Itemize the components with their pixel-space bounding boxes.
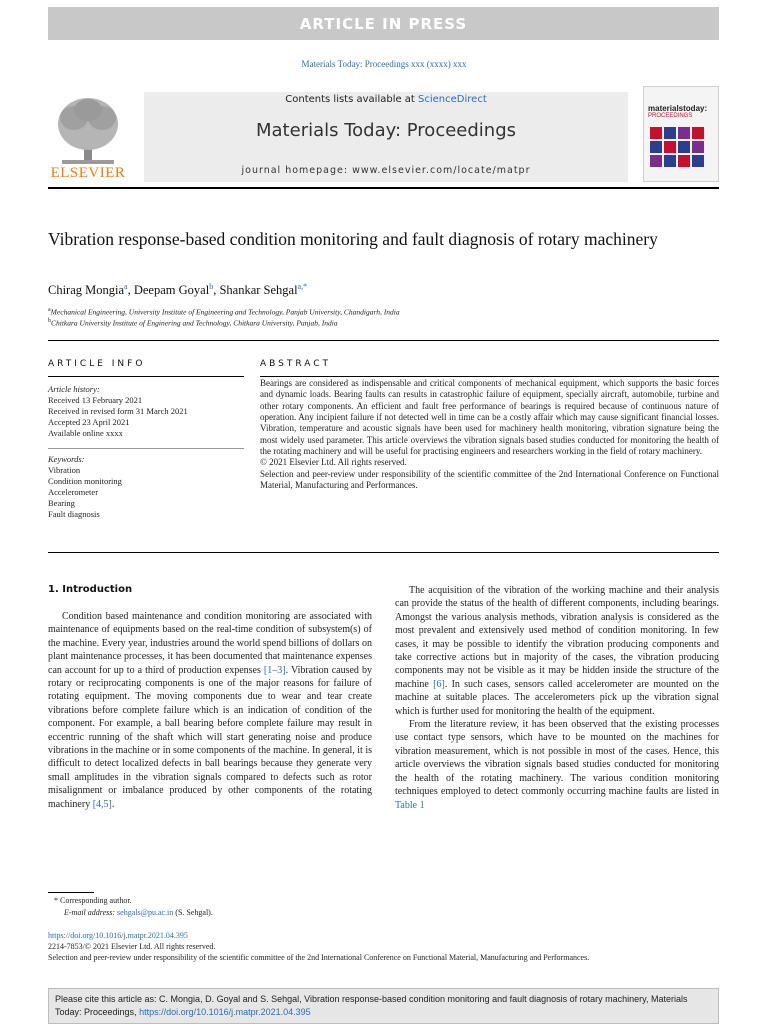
author-list: Chirag Mongia$^a$, Deepam Goyal$^b$, Shankar Sehgal$^{a,*}$ — [48, 282, 308, 298]
abstract-rule — [260, 376, 719, 377]
article-history: Article history: Received 13 February 2021 Received in revised form 31 March 2021 Accepted 23 April 2021 Available online xxxx — [48, 384, 188, 438]
journal-title: Materials Today: Proceedings — [256, 120, 516, 141]
keywords-rule — [48, 448, 244, 449]
cover-title: materialstoday: — [648, 104, 708, 113]
abstract-text: Bearings are considered as indispensable and critical components of mechanical equipment, which supports the basic forces and dynamic loads. Bearing faults can results in catastrophic failure of equipment, specially aircraft, automobile, turbine and other rotary components. An efficient and fault free performance of bearings is required because of continuous nature of operation. Any incipient failure if not detected well in time can be a costly affair which may cause significant financial losses. Vibration, temperature and acoustic signals have been used for machinery health monitoring, vibration signature being the most widely used parameter. This article overviews the vibration signals based studies conducted for monitoring the health of the rotating machinery and will be useful for practising engineers and researchers working in the field of rotary machinery. © 2021 Elsevier Ltd. All rights reserved. Selection and peer-review under responsibility of the scientific committee of the 2nd International Conference on Functional Material, Manufacturing and Performances. — [260, 378, 719, 491]
cover-subtitle: PROCEEDINGS — [648, 113, 693, 119]
issn-line: 2214-7853/© 2021 Elsevier Ltd. All rights reserved. — [48, 942, 216, 951]
citation-link[interactable]: [1–3] — [263, 664, 286, 676]
header-rule — [48, 187, 719, 189]
paragraph: From the literature review, it has been observed that the existing processes use contact type sensors, which have to be mounted on the machines for vibration measurement, which is not possible in most of the cases. Hence, this article overviews the vibration signals based studies conducted for monitoring the health of the rotating machinery. The various condition monitoring techniques employed to detect commonly occurring machine faults are listed in Table 1 — [395, 719, 719, 811]
abstract-heading: ABSTRACT — [260, 359, 332, 369]
sciencedirect-link[interactable]: ScienceDirect — [418, 94, 487, 105]
paragraph: The acquisition of the vibration of the working machine and their analysis can provide the status of the health of different components, including bearings. Amongst the various analysis methods, vibration analysis is considered as the most prevalent and extensively used method of condition monitoring. In few cases, it may be possible to identify the vibration producing components and take corrective actions but in majority of the cases, the vibration producing components may not be visible as it may be hidden inside the structure of the machine [6]. In such cases, sensors called accelerometer are mounted on the machine at suitable places. The accelerometers pick up the vibration signal which is further used for monitoring the health of the equipment. — [395, 585, 719, 717]
author-affiliation-mark[interactable]: b — [209, 282, 214, 291]
article-info-heading: ARTICLE INFO — [48, 359, 146, 369]
abstract-bottom-rule — [48, 552, 719, 553]
citation-box: Please cite this article as: C. Mongia, D. Goyal and S. Sehgal, Vibration response-based condition monitoring and fault diagnosis of rotary machinery, Materials Today: Proceedings, https://doi.org/10.1016/j.matpr.2021.04.395 — [48, 988, 719, 1024]
author-name[interactable]: Deepam Goyal — [133, 283, 210, 298]
author-name[interactable]: Shankar Sehgal — [219, 283, 298, 298]
author-affiliation-mark[interactable]: a — [124, 282, 128, 291]
email-link[interactable]: sehgals@pu.ac.in — [117, 908, 174, 917]
article-info-rule — [48, 376, 244, 377]
author-affiliation-mark[interactable]: a,* — [297, 282, 308, 291]
contents-line: Contents lists available at ScienceDirect — [285, 94, 487, 105]
corresponding-author-note: * Corresponding author. — [54, 896, 132, 905]
elsevier-wordmark: ELSEVIER — [50, 165, 126, 181]
email-note: E-mail address: sehgals@pu.ac.in (S. Sehgal). — [64, 908, 213, 917]
table-link[interactable]: Table 1 — [395, 799, 425, 811]
paragraph: Condition based maintenance and condition monitoring are associated with maintenance of equipments based on the real-time condition of subsystem(s) of the machine. Every year, industries around the world spend billions of dollars on plant maintenance processes, it has been documented that maintenance expenses can account for up to a third of production expenses [1–3]. Vibration caused by rotary or reciprocating components is one of the major reasons for failure of rotating equipment. The moving components due to wear and tear create vibrations before complete failure which is an indication of condition of the component. For example, a ball bearing before complete failure may result in eccentric running of the shaft which will start generating noise and produce vibrations in the machine or in some components of the machine. In general, it is difficult to detect localized defects in ball bearings because they generate very small amplitudes in the vibration signals compared to defects such as rotor misalignment or imbalance produced by other components of the rotating machinery [4,5]. — [48, 611, 372, 810]
article-title: Vibration response-based condition monitoring and fault diagnosis of rotary machinery — [48, 229, 658, 249]
citation-doi-link[interactable]: https://doi.org/10.1016/j.matpr.2021.04.395 — [139, 1006, 311, 1017]
author-name[interactable]: Chirag Mongia — [48, 283, 125, 298]
cover-artwork — [644, 87, 719, 182]
title-rule — [48, 340, 719, 341]
keywords-list: Keywords: Vibration Condition monitoring Accelerometer Bearing Fault diagnosis — [48, 454, 122, 519]
footnote-rule — [48, 892, 94, 893]
citation-link[interactable]: [6] — [433, 678, 445, 690]
footer-peer-review: Selection and peer-review under responsibility of the scientific committee of the 2nd International Conference on Functional Material, Manufacturing and Performances. — [48, 953, 590, 962]
journal-homepage[interactable]: journal homepage: www.elsevier.com/locate/matpr — [241, 165, 531, 176]
article-in-press-banner: ARTICLE IN PRESS — [48, 7, 719, 40]
left-column — [48, 610, 372, 811]
affiliation-a: $^a$Mechanical Engineering, University Institute of Engineering and Technology, Panjab University, Chandigarh, India — [48, 307, 400, 317]
doi-link[interactable]: https://doi.org/10.1016/j.matpr.2021.04.395 — [48, 931, 188, 940]
affiliation-b: $^b$Chitkara University Institute of Enginering and Technology, Chitkara University, Punjab, India — [48, 318, 338, 328]
journal-reference[interactable]: Materials Today: Proceedings xxx (xxxx) xxx — [301, 59, 467, 69]
right-column — [395, 584, 719, 812]
citation-link[interactable]: [4,5] — [92, 798, 112, 810]
section-heading: 1. Introduction — [48, 584, 133, 595]
journal-cover-image — [643, 86, 719, 182]
